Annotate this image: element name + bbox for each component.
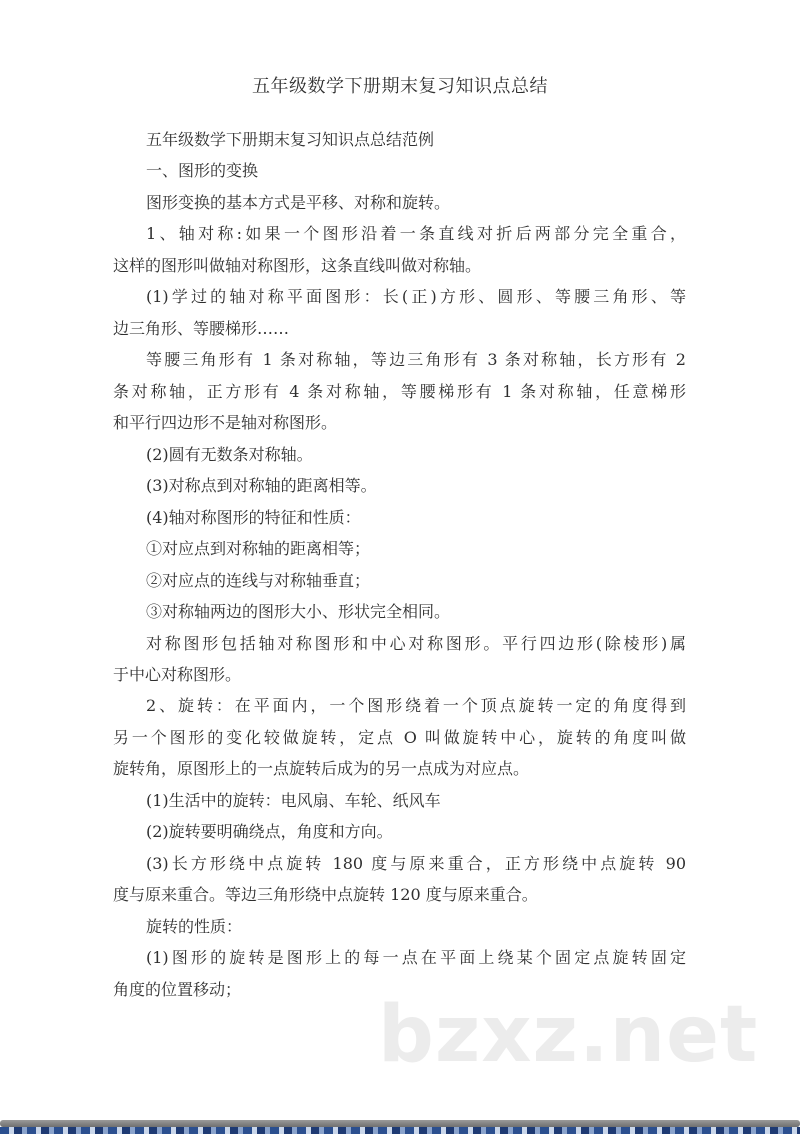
text-line: 图形变换的基本方式是平移、对称和旋转。 <box>146 192 451 212</box>
text-line: 这样的图形叫做轴对称图形，这条直线叫做对称轴。 <box>113 255 482 275</box>
text-line: 角度的位置移动； <box>113 979 242 999</box>
text-line: (4)轴对称图形的特征和性质： <box>146 507 361 527</box>
text-line: ①对应点到对称轴的距离相等； <box>146 539 371 559</box>
text-line: 1、轴对称:如果一个图形沿着一条直线对折后两部分完全重合， <box>146 224 686 244</box>
text-line: ②对应点的连线与对称轴垂直； <box>146 570 371 590</box>
text-line: 条对称轴，正方形有 4 条对称轴，等腰梯形有 1 条对称轴，任意梯形 <box>113 381 686 401</box>
decorative-footer-strip <box>0 1127 800 1134</box>
text-line: 旋转角，原图形上的一点旋转后成为的另一点成为对应点。 <box>113 759 530 779</box>
text-line: 另一个图形的变化较做旋转，定点 O 叫做旋转中心，旋转的角度叫做 <box>113 727 686 747</box>
text-line: 等腰三角形有 1 条对称轴，等边三角形有 3 条对称轴，长方形有 2 <box>146 350 686 370</box>
text-line: 边三角形、等腰梯形…… <box>113 318 290 338</box>
subtitle-line: 五年级数学下册期末复习知识点总结范例 <box>146 130 435 149</box>
watermark: bzxz.net <box>378 990 759 1080</box>
text-line: 和平行四边形不是轴对称图形。 <box>113 413 338 433</box>
text-line: 2、旋转：在平面内，一个图形绕着一个顶点旋转一定的角度得到 <box>146 696 686 716</box>
text-line: 度与原来重合。等边三角形绕中点旋转 120 度与原来重合。 <box>113 885 538 905</box>
text-line: 对称图形包括轴对称图形和中心对称图形。平行四边形(除棱形)属 <box>146 633 686 653</box>
text-line: 旋转的性质： <box>146 916 243 936</box>
text-line: (1)图形的旋转是图形上的每一点在平面上绕某个固定点旋转固定 <box>146 948 686 968</box>
text-line: ③对称轴两边的图形大小、形状完全相同。 <box>146 602 451 622</box>
text-line: (3)对称点到对称轴的距离相等。 <box>146 476 377 496</box>
document-body <box>113 124 686 1005</box>
text-line: (1)学过的轴对称平面图形：长(正)方形、圆形、等腰三角形、等 <box>146 287 686 307</box>
text-line: (2)圆有无数条对称轴。 <box>146 444 313 464</box>
text-line: 于中心对称图形。 <box>113 664 242 684</box>
text-line: (1)生活中的旋转：电风扇、车轮、纸风车 <box>146 790 441 810</box>
text-line: (2)旋转要明确绕点，角度和方向。 <box>146 822 393 842</box>
section-heading: 一、图形的变换 <box>146 161 259 181</box>
document-title: 五年级数学下册期末复习知识点总结 <box>252 76 548 97</box>
text-line: (3)长方形绕中点旋转 180 度与原来重合，正方形绕中点旋转 90 <box>146 853 686 873</box>
horizontal-scrollbar[interactable] <box>0 1120 800 1127</box>
